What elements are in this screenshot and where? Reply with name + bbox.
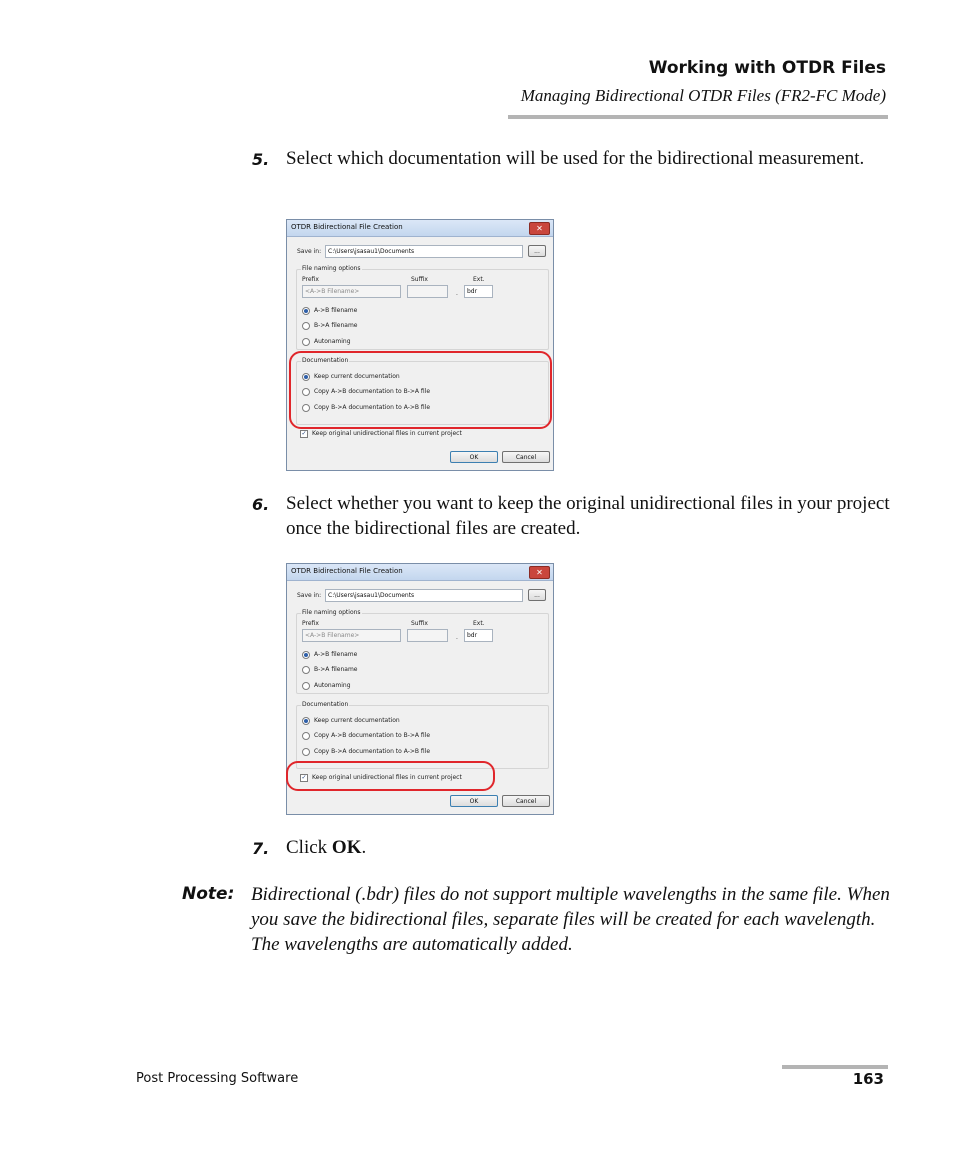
documentation-group-label: Documentation (302, 701, 349, 708)
radio-autonaming-label: Autonaming (314, 682, 351, 689)
radio-copy-ab-doc-label: Copy A->B documentation to B->A file (314, 388, 431, 395)
documentation-group-label: Documentation (302, 357, 349, 364)
suffix-label: Suffix (411, 276, 428, 283)
radio-copy-ba-doc[interactable] (302, 748, 310, 756)
ok-button[interactable]: OK (450, 451, 498, 463)
radio-ba-filename[interactable] (302, 322, 310, 330)
ext-dot: . (456, 290, 458, 297)
radio-keep-doc-label: Keep current documentation (314, 373, 400, 380)
prefix-label: Prefix (302, 620, 319, 627)
keep-original-label: Keep original unidirectional files in current project (312, 774, 462, 781)
footer-rule (782, 1065, 888, 1069)
step-7-number: 7. (252, 839, 270, 858)
step-6-text: Select whether you want to keep the original unidirectional files in your project once the bidirectional files are created. (286, 493, 890, 539)
prefix-field[interactable]: <A->B Filename> (302, 285, 401, 298)
dialog-screenshot-documentation (286, 219, 554, 471)
step-7-text-bold: OK (331, 837, 362, 858)
radio-copy-ab-doc-label: Copy A->B documentation to B->A file (314, 732, 431, 739)
page-number: 163 (852, 1070, 884, 1088)
dialog-title: OTDR Bidirectional File Creation (291, 567, 403, 575)
browse-button[interactable]: ... (528, 589, 546, 601)
keep-original-label: Keep original unidirectional files in current project (312, 430, 462, 437)
file-naming-group-label: File naming options (302, 265, 361, 272)
ext-dot: . (456, 634, 458, 641)
radio-ab-filename[interactable] (302, 651, 310, 659)
radio-ba-filename-label: B->A filename (314, 322, 358, 329)
radio-copy-ba-doc-label: Copy B->A documentation to A->B file (314, 748, 431, 755)
step-6-number: 6. (252, 495, 270, 514)
header-rule (508, 115, 888, 119)
radio-autonaming[interactable] (302, 682, 310, 690)
step-7-text-before: Click (286, 837, 332, 858)
suffix-field[interactable] (407, 285, 448, 298)
footer-product-name: Post Processing Software (136, 1071, 299, 1086)
save-in-label: Save in: (297, 248, 322, 255)
save-in-field[interactable]: C:\Users\jsasau1\Documents (325, 589, 523, 602)
radio-ab-filename-label: A->B filename (314, 651, 358, 658)
radio-copy-ab-doc[interactable] (302, 732, 310, 740)
documentation-highlight (289, 351, 552, 429)
ext-field[interactable]: bdr (464, 629, 493, 642)
step-5-number: 5. (252, 150, 270, 169)
page-header-subtitle: Managing Bidirectional OTDR Files (FR2-FC Mode) (520, 86, 886, 105)
save-in-label: Save in: (297, 592, 322, 599)
prefix-label: Prefix (302, 276, 319, 283)
note-label: Note: (182, 884, 235, 904)
radio-autonaming[interactable] (302, 338, 310, 346)
keep-original-highlight (286, 761, 495, 791)
file-naming-group-label: File naming options (302, 609, 361, 616)
radio-autonaming-label: Autonaming (314, 338, 351, 345)
radio-keep-doc-label: Keep current documentation (314, 717, 400, 724)
step-7-text-after: . (361, 837, 367, 858)
radio-copy-ba-doc-label: Copy B->A documentation to A->B file (314, 404, 431, 411)
cancel-button[interactable]: Cancel (502, 451, 550, 463)
keep-original-checkbox[interactable]: ✓ (301, 774, 307, 781)
dialog-title: OTDR Bidirectional File Creation (291, 223, 403, 231)
dialog-titlebar (287, 220, 553, 237)
save-in-field[interactable]: C:\Users\jsasau1\Documents (325, 245, 523, 258)
browse-button[interactable]: ... (528, 245, 546, 257)
cancel-button[interactable]: Cancel (502, 795, 550, 807)
close-icon[interactable]: ✕ (529, 566, 550, 579)
step-7-text (286, 835, 891, 860)
step-5-text: Select which documentation will be used for the bidirectional measurement. (286, 148, 865, 169)
keep-original-checkbox[interactable]: ✓ (301, 430, 307, 437)
ok-button[interactable]: OK (450, 795, 498, 807)
page-header-title: Working with OTDR Files (648, 58, 886, 78)
suffix-label: Suffix (411, 620, 428, 627)
ext-field[interactable]: bdr (464, 285, 493, 298)
ext-label: Ext. (473, 620, 485, 627)
radio-ba-filename-label: B->A filename (314, 666, 358, 673)
prefix-field[interactable]: <A->B Filename> (302, 629, 401, 642)
suffix-field[interactable] (407, 629, 448, 642)
radio-ba-filename[interactable] (302, 666, 310, 674)
ext-label: Ext. (473, 276, 485, 283)
radio-keep-doc[interactable] (302, 717, 310, 725)
radio-ab-filename[interactable] (302, 307, 310, 315)
note-text: Bidirectional (.bdr) files do not support multiple wavelengths in the same file. When you save the bidirectional files, separate files will be created for each wavelength. The wavelengths are automatically added. (251, 884, 890, 955)
close-icon[interactable]: ✕ (529, 222, 550, 235)
radio-ab-filename-label: A->B filename (314, 307, 358, 314)
dialog-titlebar (287, 564, 553, 581)
